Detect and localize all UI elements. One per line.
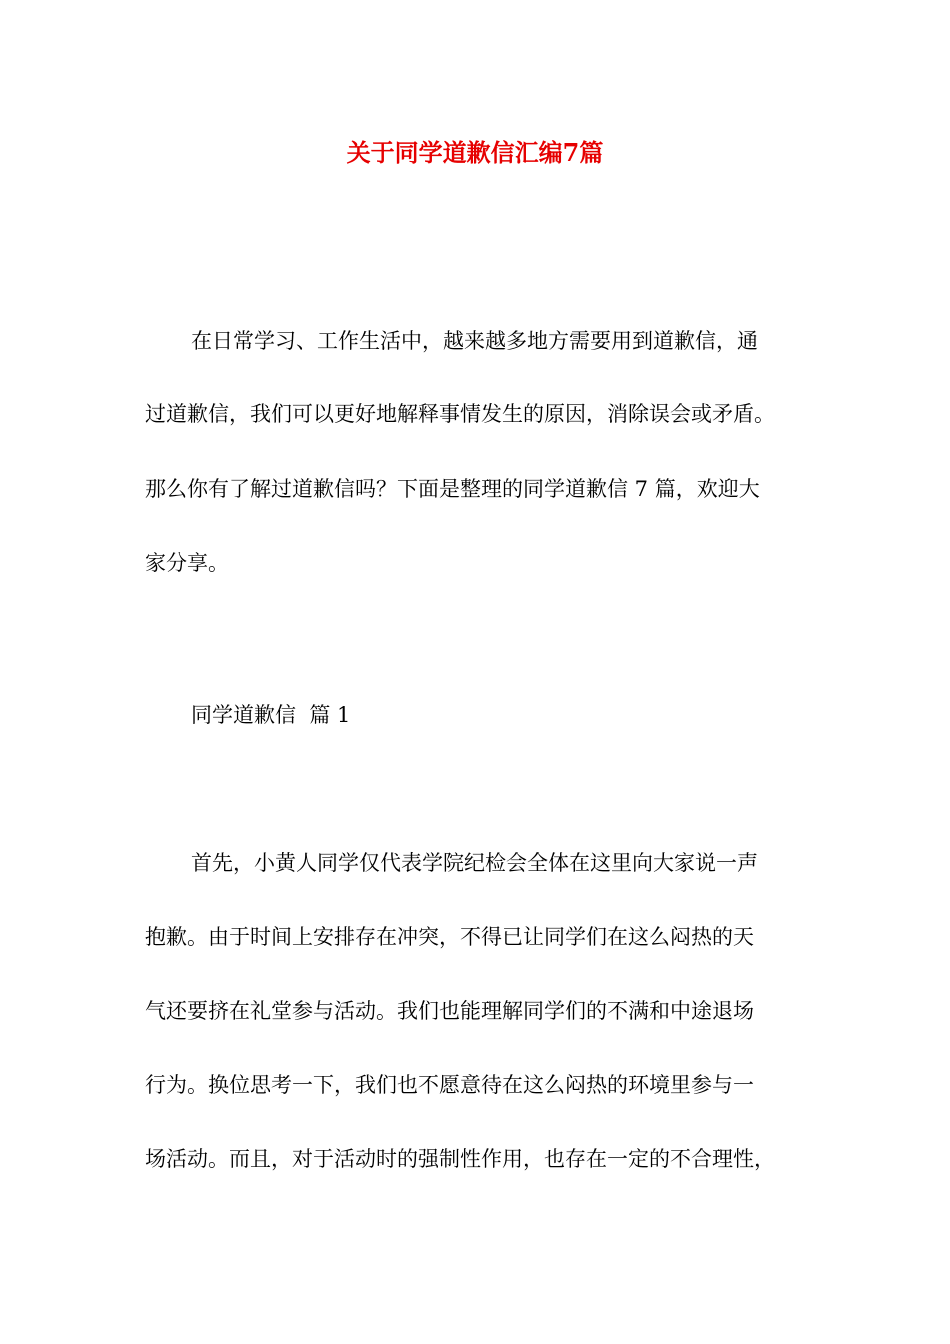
intro-line-1: 在日常学习、工作生活中，越来越多地方需要用到道歉信，通 xyxy=(191,329,758,353)
body-line-4: 行为。换位思考一下，我们也不愿意待在这么闷热的环境里参与一 xyxy=(145,1073,754,1097)
body-line-3: 气还要挤在礼堂参与活动。我们也能理解同学们的不满和中途退场 xyxy=(145,999,754,1023)
body-line-5: 场活动。而且，对于活动时的强制性作用，也存在一定的不合理性， xyxy=(145,1147,775,1171)
body-line-1: 首先，小黄人同学仅代表学院纪检会全体在这里向大家说一声 xyxy=(191,851,758,875)
intro-line-3: 那么你有了解过道歉信吗？下面是整理的同学道歉信 7 篇，欢迎大 xyxy=(145,477,760,501)
intro-line-4: 家分享。 xyxy=(145,551,229,575)
body-line-2: 抱歉。由于时间上安排存在冲突，不得已让同学们在这么闷热的天 xyxy=(145,925,754,949)
document-title: 关于同学道歉信汇编7篇 xyxy=(346,138,604,167)
intro-line-2: 过道歉信，我们可以更好地解释事情发生的原因，消除误会或矛盾。 xyxy=(145,402,775,426)
section-heading: 同学道歉信 篇 1 xyxy=(191,703,351,727)
